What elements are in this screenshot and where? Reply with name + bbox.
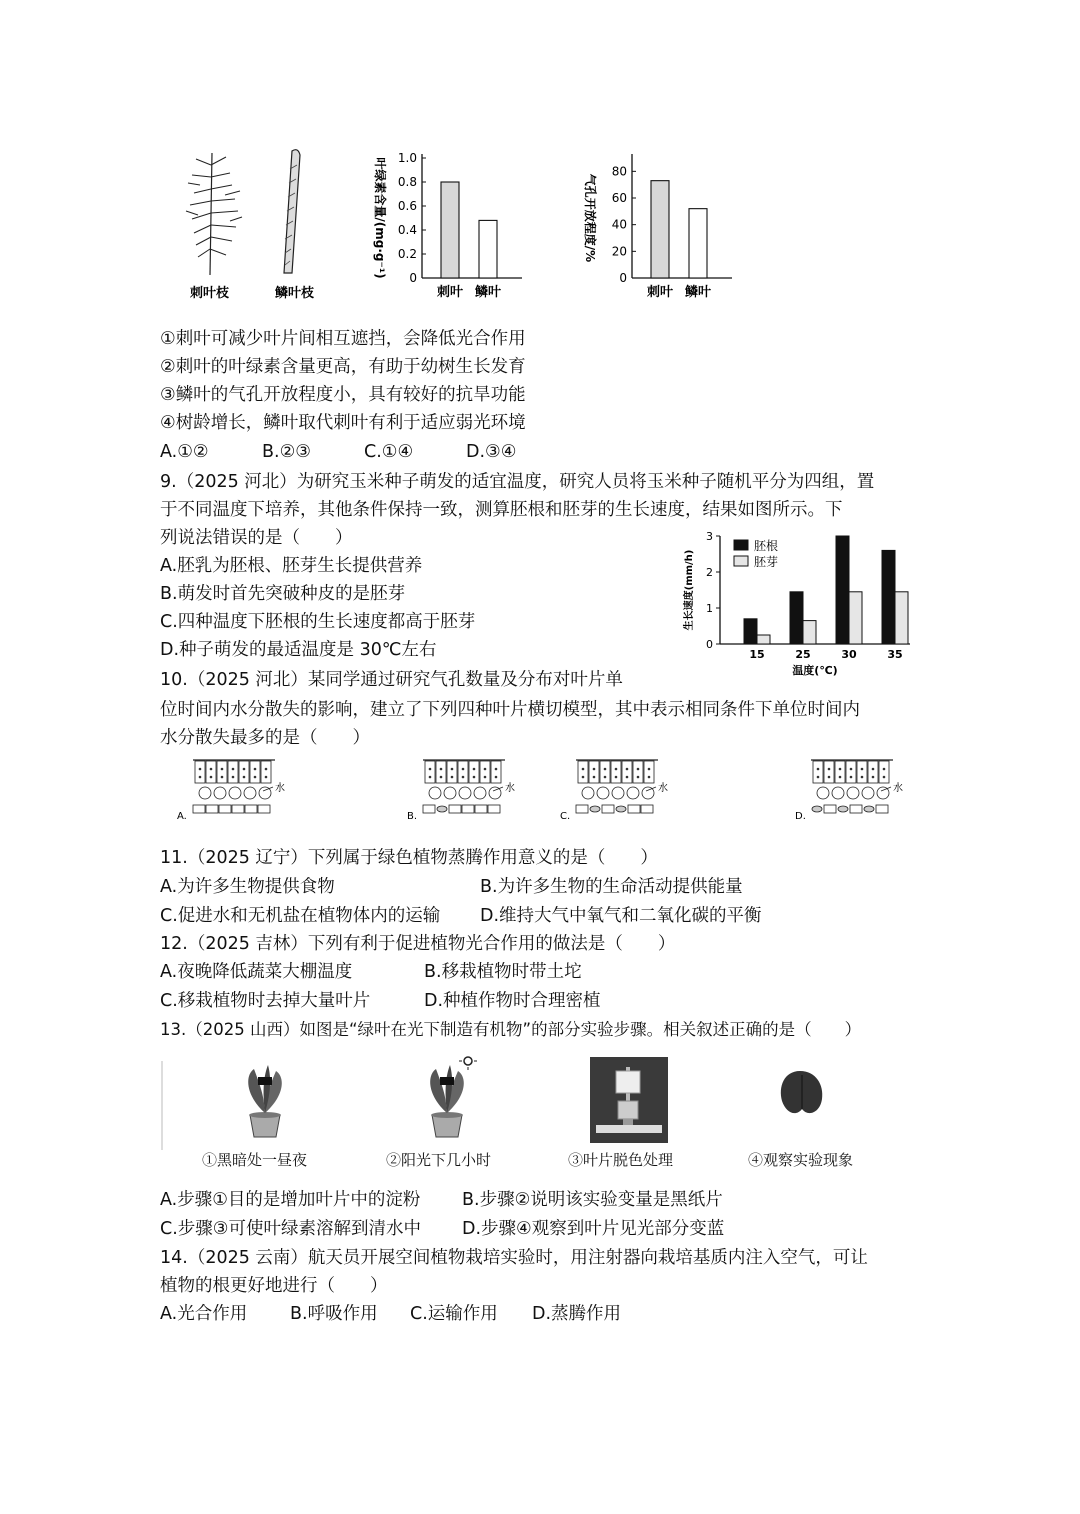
q9-option-c[interactable]: C.四种温度下胚根的生长速度都高于胚芽 [160,612,476,632]
chloroplast [593,776,596,779]
bar-胚根-15 [744,619,757,644]
palisade-cell [857,761,867,783]
q11-option-c[interactable]: C.促进水和无机盐在植物体内的运输 [160,906,441,926]
leaf-model-1 [177,760,285,822]
y-tick-label: 0 [706,638,713,651]
chloroplast [604,768,607,771]
leaf-model-2 [407,760,515,822]
q9-option-a[interactable]: A.胚乳为胚根、胚芽生长提供营养 [160,556,423,576]
palisade-cell [846,761,856,783]
chloroplast [243,768,246,771]
y-tick-label: 1 [706,602,713,615]
q9-option-d[interactable]: D.种子萌发的最适温度是 30℃左右 [160,640,437,660]
chloroplast [232,776,235,779]
palisade-cell [261,761,271,783]
chloroplast [593,768,596,771]
q14-stem-1: 14.（2025 云南）航天员开展空间植物栽培实验时，用注射器向栽培基质内注入空气，可让 [160,1248,868,1268]
stomata-chart-svg [570,148,750,308]
spongy-cell [444,787,456,799]
bar-刺叶 [441,182,459,278]
q8-option-b[interactable]: B.②③ [262,442,311,462]
chloroplast [265,768,268,771]
growth-rate-chart [680,526,920,678]
x-tick-label: 30 [841,648,857,661]
q12-option-a[interactable]: A.夜晚降低蔬菜大棚温度 [160,962,353,982]
chloroplast [615,776,618,779]
chloroplast [872,776,875,779]
legend-swatch-胚根 [734,540,748,550]
palisade-cell [195,761,205,783]
leaf-model-3 [560,760,668,822]
y-tick-label: 0.6 [397,199,417,213]
chloroplast [828,776,831,779]
chloroplast [221,776,224,779]
epidermal-cell [258,805,270,813]
x-tick-label: 25 [795,648,811,661]
chloroplast [495,768,498,771]
q12-option-d[interactable]: D.种植作物时合理密植 [424,991,601,1011]
leaf-model-4 [795,760,903,822]
x-axis-label: 温度(℃) [792,664,838,677]
scale-branch-label: 鳞叶枝 [275,286,315,301]
chloroplast [861,768,864,771]
chloroplast [484,768,487,771]
y-tick-label: 3 [706,530,713,543]
chloroplast [637,776,640,779]
q14-option-a[interactable]: A.光合作用 [160,1304,248,1324]
leaf-models-svg [165,755,925,830]
palisade-cell [206,761,216,783]
decolorization-apparatus-icon [590,1057,668,1143]
q11-option-a[interactable]: A.为许多生物提供食物 [160,877,335,897]
bar-胚根-35 [882,550,895,644]
palisade-cell [879,761,889,783]
q8-statement-4: ④树龄增长，鳞叶取代刺叶有利于适应弱光环境 [160,413,526,433]
scale-branch-drawing [284,150,300,273]
x-category-label: 刺叶 [646,285,674,300]
epidermal-cell [876,805,888,813]
chloroplast [582,768,585,771]
epidermal-cell [219,805,231,813]
spongy-cell [199,787,211,799]
bar-胚芽-25 [803,621,816,644]
chloroplast [462,776,465,779]
epidermal-cell [462,805,474,813]
x-tick-label: 15 [749,648,765,661]
q8-option-d[interactable]: D.③④ [466,442,517,462]
q14-stem-2: 植物的根更好地进行（ ） [160,1276,388,1296]
y-tick-label: 20 [611,244,627,259]
epidermal-cell [602,805,614,813]
spongy-cell [244,787,256,799]
palisade-cell [228,761,238,783]
model-label: C. [560,811,571,822]
chloroplast [199,768,202,771]
spongy-cell [459,787,471,799]
step-1-caption: ①黑暗处一昼夜 [202,1151,308,1169]
chloroplast [210,776,213,779]
leaf-result-icon [781,1071,823,1113]
q13-option-b[interactable]: B.步骤②说明该实验变量是黑纸片 [462,1190,723,1210]
water-label: 水 [275,783,285,794]
legend-label-胚根: 胚根 [754,539,779,553]
q14-option-c[interactable]: C.运输作用 [410,1304,498,1324]
q9-stem-3: 列说法错误的是（ ） [160,528,353,548]
palisade-cell [425,761,435,783]
spongy-cell [862,787,874,799]
chloroplast [473,768,476,771]
chloroplast [582,776,585,779]
chloroplast [648,776,651,779]
epidermal-cell [641,805,653,813]
palisade-cell [813,761,823,783]
epidermal-cell [824,805,836,813]
epidermal-cell [449,805,461,813]
chloroplast [883,776,886,779]
step-4-caption: ④观察实验现象 [748,1151,854,1169]
chloroplast [429,768,432,771]
epidermal-cell [232,805,244,813]
water-label: 水 [893,783,903,794]
spongy-cell [612,787,624,799]
q13-option-d[interactable]: D.步骤④观察到叶片见光部分变蓝 [462,1219,725,1239]
step-2-caption: ②阳光下几小时 [386,1151,492,1169]
chloroplast [604,776,607,779]
y-axis-label: 生长速度(mm/h) [684,549,695,631]
q14-option-d[interactable]: D.蒸腾作用 [532,1304,622,1324]
chloroplast [199,776,202,779]
spongy-cell [214,787,226,799]
y-tick-label: 0 [619,271,627,285]
palisade-cell [447,761,457,783]
stoma [590,806,600,812]
palisade-cell [589,761,599,783]
potted-plant-icon [248,1065,282,1137]
model-label: A. [177,811,187,822]
bar-胚根-30 [836,536,849,644]
chloroplast [872,768,875,771]
q14-option-b[interactable]: B.呼吸作用 [290,1304,378,1324]
chlorophyll-chart [360,148,540,308]
palisade-cell [217,761,227,783]
palisade-cell [436,761,446,783]
chloroplast [626,776,629,779]
palisade-cell [824,761,834,783]
y-tick-label: 0 [409,271,417,285]
palisade-cell [469,761,479,783]
chloroplast [850,776,853,779]
chlorophyll-chart-svg [360,148,540,308]
y-tick-label: 80 [611,164,627,179]
x-category-label: 刺叶 [436,285,464,300]
q10-stem-1: 10.（2025 河北）某同学通过研究气孔数量及分布对叶片单 [160,670,623,690]
q13-option-a[interactable]: A.步骤①目的是增加叶片中的淀粉 [160,1190,421,1210]
chloroplast [429,776,432,779]
experiment-steps-svg [160,1055,920,1150]
bar-胚芽-15 [757,635,770,644]
spongy-cell [597,787,609,799]
epidermal-cell [193,805,205,813]
q12-option-c[interactable]: C.移栽植物时去掉大量叶片 [160,991,371,1011]
q12-stem: 12.（2025 吉林）下列有利于促进植物光合作用的做法是（ ） [160,934,676,954]
epidermal-cell [488,805,500,813]
legend-swatch-胚芽 [734,556,748,566]
chloroplast [883,768,886,771]
epidermal-cell [576,805,588,813]
palisade-cell [480,761,490,783]
epidermal-cell [475,805,487,813]
q11-option-d[interactable]: D.维持大气中氧气和二氧化碳的平衡 [480,906,762,926]
experiment-steps-figure [160,1055,920,1180]
spongy-cell [229,787,241,799]
chloroplast [232,768,235,771]
q9-stem-1: 9.（2025 河北）为研究玉米种子萌发的适宜温度，研究人员将玉米种子随机平分为四组，置 [160,472,875,492]
y-tick-label: 40 [611,217,627,232]
chloroplast [254,776,257,779]
chloroplast [861,776,864,779]
y-tick-label: 60 [611,191,627,205]
stoma [616,806,626,812]
legend-label-胚芽: 胚芽 [754,555,779,569]
q9-option-b[interactable]: B.萌发时首先突破种皮的是胚芽 [160,584,406,604]
spongy-cell [627,787,639,799]
stoma [864,806,874,812]
stomata-chart [570,148,750,308]
chloroplast [615,768,618,771]
chloroplast [484,776,487,779]
leaf-models [165,755,925,830]
y-tick-label: 0.8 [397,175,417,189]
spongy-cell [474,787,486,799]
y-axis-label: 叶绿素含量/(mg·g⁻¹) [373,157,387,279]
epidermal-cell [628,805,640,813]
q8-statement-3: ③鳞叶的气孔开放程度小，具有较好的抗旱功能 [160,385,526,405]
chloroplast [243,776,246,779]
spongy-cell [582,787,594,799]
q10-stem-2: 位时间内水分散失的影响，建立了下列四种叶片横切模型，其中表示相同条件下单位时间内 [160,700,860,720]
branch-illustrations [180,145,330,305]
chloroplast [440,768,443,771]
palisade-cell [835,761,845,783]
epidermal-cell [245,805,257,813]
palisade-cell [458,761,468,783]
spongy-cell [817,787,829,799]
chloroplast [473,776,476,779]
q12-option-b[interactable]: B.移栽植物时带土坨 [424,962,582,982]
y-axis-label: 气孔开放程度/% [583,173,597,263]
chloroplast [495,776,498,779]
x-category-label: 鳞叶 [684,285,712,300]
chloroplast [451,776,454,779]
chloroplast [648,768,651,771]
palisade-cell [611,761,621,783]
palisade-cell [239,761,249,783]
x-category-label: 鳞叶 [474,285,502,300]
palisade-cell [622,761,632,783]
palisade-cell [600,761,610,783]
q8-statement-2: ②刺叶的叶绿素含量更高，有助于幼树生长发育 [160,357,526,377]
q8-statement-1: ①刺叶可减少叶片间相互遮挡，会降低光合作用 [160,329,526,349]
palisade-cell [868,761,878,783]
bar-胚根-25 [790,592,803,644]
chloroplast [440,776,443,779]
chloroplast [265,776,268,779]
spiny-branch-label: 刺叶枝 [190,286,230,301]
palisade-cell [633,761,643,783]
palisade-cell [250,761,260,783]
water-label: 水 [658,783,668,794]
palisade-cell [491,761,501,783]
q13-stem: 13.（2025 山西）如图是“绿叶在光下制造有机物”的部分实验步骤。相关叙述正确的是（ ） [160,1020,862,1039]
x-tick-label: 35 [887,648,903,661]
epidermal-cell [206,805,218,813]
epidermal-cell [423,805,435,813]
palisade-cell [644,761,654,783]
q10-stem-3: 水分散失最多的是（ ） [160,728,370,748]
chloroplast [626,768,629,771]
chloroplast [839,768,842,771]
bar-鳞叶 [479,220,497,278]
spongy-cell [832,787,844,799]
q8-option-c[interactable]: C.①④ [364,442,414,462]
chloroplast [254,768,257,771]
q11-option-b[interactable]: B.为许多生物的生命活动提供能量 [480,877,743,897]
q8-option-a[interactable]: A.①② [160,442,209,462]
q9-stem-2: 于不同温度下培养，其他条件保持一致，测算胚根和胚芽的生长速度，结果如图所示。下 [160,500,843,520]
chloroplast [210,768,213,771]
potted-plant-sun-icon [430,1055,477,1137]
model-label: D. [795,811,806,822]
y-tick-label: 0.2 [397,247,417,261]
spongy-cell [847,787,859,799]
bar-鳞叶 [689,209,707,278]
chloroplast [817,776,820,779]
stoma [838,806,848,812]
chloroplast [817,768,820,771]
bar-胚芽-35 [895,592,908,644]
stoma [812,806,822,812]
bar-刺叶 [651,181,669,278]
spiny-branch-drawing [186,153,242,275]
spongy-cell [429,787,441,799]
chloroplast [462,768,465,771]
q8-figure-branches [180,145,330,305]
y-tick-label: 1.0 [397,151,417,165]
chloroplast [221,768,224,771]
water-label: 水 [505,783,515,794]
q13-option-c[interactable]: C.步骤③可使叶绿素溶解到清水中 [160,1219,421,1239]
chloroplast [850,768,853,771]
epidermal-cell [850,805,862,813]
y-tick-label: 2 [706,566,713,579]
palisade-cell [578,761,588,783]
q11-stem: 11.（2025 辽宁）下列属于绿色植物蒸腾作用意义的是（ ） [160,848,658,868]
y-tick-label: 0.4 [397,223,417,237]
model-label: B. [407,811,418,822]
bar-胚芽-30 [849,592,862,644]
chloroplast [839,776,842,779]
chloroplast [828,768,831,771]
chloroplast [451,768,454,771]
chloroplast [637,768,640,771]
stoma [437,806,447,812]
growth-rate-chart-svg [680,526,920,678]
step-3-caption: ③叶片脱色处理 [568,1151,674,1169]
